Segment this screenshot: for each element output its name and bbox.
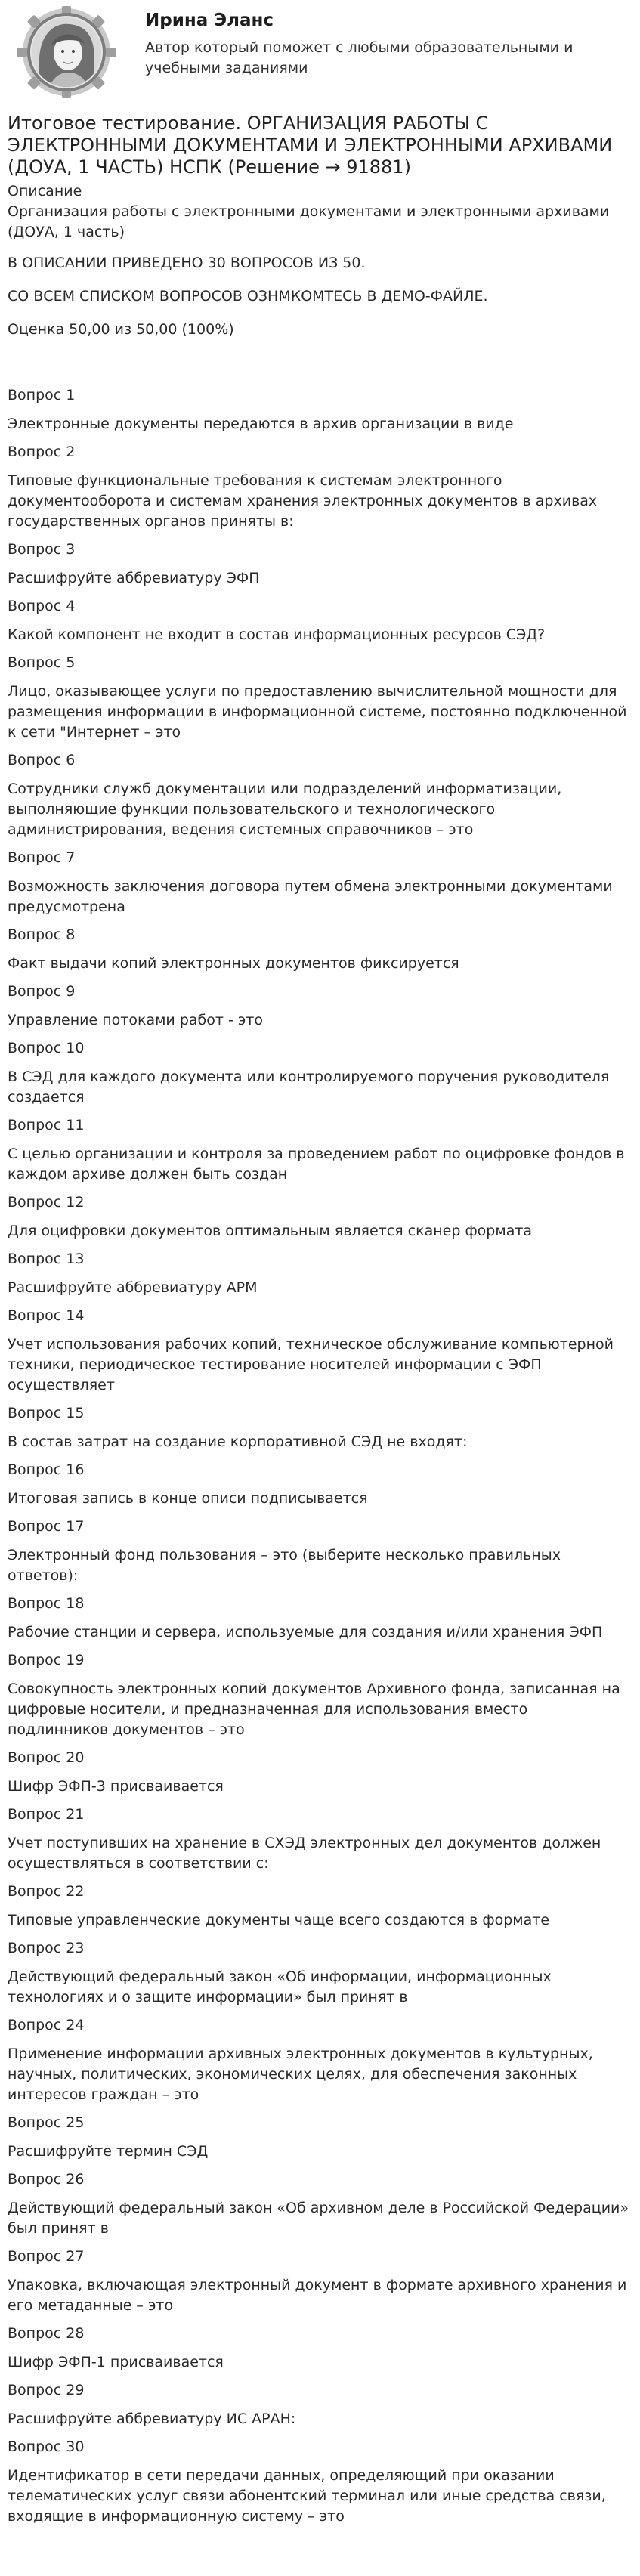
- question-text: Электронные документы передаются в архив организации в виде: [8, 416, 514, 432]
- question-label: Вопрос 22: [8, 1883, 85, 1900]
- question-item: [8, 1403, 632, 1452]
- author-name[interactable]: Ирина Эланс: [145, 11, 274, 30]
- question-item: [8, 442, 632, 532]
- question-label: Вопрос 29: [8, 2382, 85, 2398]
- question-text: В состав затрат на создание корпоративной СЭД не входят:: [8, 1433, 468, 1450]
- question-label: Вопрос 12: [8, 1194, 85, 1211]
- question-item: [8, 2113, 632, 2162]
- question-label: Вопрос 2: [8, 444, 76, 460]
- question-text: Управление потоками работ - это: [8, 1012, 263, 1028]
- question-text: Шифр ЭФП-1 присваивается: [8, 2354, 224, 2370]
- question-label: Вопрос 3: [8, 541, 76, 558]
- grade-text: Оценка 50,00 из 50,00 (100%): [8, 321, 234, 338]
- question-item: [8, 1650, 632, 1740]
- question-label: Вопрос 21: [8, 1806, 85, 1823]
- question-item: [8, 1594, 632, 1643]
- question-item: [8, 1306, 632, 1396]
- question-label: Вопрос 4: [8, 598, 76, 614]
- question-label: Вопрос 26: [8, 2171, 85, 2188]
- question-text: Идентификатор в сети передачи данных, определяющий при оказании телематических услуг связи абонентский терминал или иные средства связи, входящие в информационную систему – это: [8, 2467, 606, 2525]
- author-header: [8, 0, 632, 102]
- question-label: Вопрос 27: [8, 2248, 85, 2265]
- question-label: Вопрос 18: [8, 1595, 85, 1612]
- question-label: Вопрос 19: [8, 1652, 85, 1668]
- question-text: Действующий федеральный закон «Об архивном деле в Российской Федерации» был принят в: [8, 2200, 629, 2237]
- author-avatar[interactable]: [9, 6, 124, 98]
- question-item: [8, 1192, 632, 1242]
- question-label: Вопрос 15: [8, 1405, 85, 1421]
- description-heading: Описание: [8, 183, 82, 199]
- question-label: Вопрос 13: [8, 1251, 85, 1267]
- question-text: Факт выдачи копий электронных документов фиксируется: [8, 955, 459, 972]
- question-text: Расшифруйте термин СЭД: [8, 2143, 209, 2160]
- question-text: Расшифруйте аббревиатуру ИС АРАН:: [8, 2411, 296, 2427]
- question-item: [8, 2015, 632, 2105]
- question-item: [8, 1804, 632, 1874]
- question-text: Какой компонент не входит в состав информационных ресурсов СЭД?: [8, 626, 546, 643]
- question-label: Вопрос 23: [8, 1940, 85, 1956]
- question-item: [8, 1038, 632, 1108]
- question-text: Применение информации архивных электронных документов в культурных, научных, политических, экономических целях, для обеспечения законных интересов граждан – это: [8, 2046, 593, 2103]
- question-item: [8, 2437, 632, 2527]
- question-item: [8, 750, 632, 840]
- question-item: [8, 540, 632, 589]
- question-text: Рабочие станции и сервера, используемые для создания и/или хранения ЭФП: [8, 1624, 603, 1641]
- question-label: Вопрос 8: [8, 926, 76, 943]
- question-label: Вопрос 9: [8, 983, 76, 1000]
- question-label: Вопрос 10: [8, 1040, 85, 1056]
- question-item: [8, 2247, 632, 2316]
- question-item: [8, 596, 632, 645]
- question-label: Вопрос 25: [8, 2114, 85, 2131]
- question-text: Шифр ЭФП-3 присваивается: [8, 1778, 224, 1795]
- question-text: Электронный фонд пользования – это (выберите несколько правильных ответов):: [8, 1547, 561, 1584]
- question-item: [8, 848, 632, 917]
- question-label: Вопрос 7: [8, 849, 76, 866]
- question-item: [8, 982, 632, 1031]
- question-item: [8, 1517, 632, 1586]
- question-text: Учет поступивших на хранение в СХЭД электронных дел документов должен осуществляться в соответствии с:: [8, 1835, 601, 1872]
- question-text: Совокупность электронных копий документов Архивного фонда, записанная на цифровые носители, и предназначенная для использования вместо подлинников документов – это: [8, 1681, 620, 1738]
- question-label: Вопрос 11: [8, 1117, 85, 1133]
- author-meta: [124, 6, 598, 79]
- question-item: [8, 2169, 632, 2239]
- question-text: Упаковка, включающая электронный документ в формате архивного хранения и его метаданные – это: [8, 2277, 627, 2314]
- question-label: Вопрос 5: [8, 654, 76, 671]
- question-item: [8, 1249, 632, 1298]
- question-label: Вопрос 6: [8, 752, 76, 768]
- question-item: [8, 925, 632, 974]
- question-label: Вопрос 17: [8, 1518, 85, 1535]
- question-text: Учет использования рабочих копий, техническое обслуживание компьютерной техники, периодическое тестирование носителей информации с ЭФП осуществляет: [8, 1336, 614, 1393]
- question-text: Возможность заключения договора путем обмена электронными документами предусмотрена: [8, 878, 613, 915]
- question-text: Типовые функциональные требования к системам электронного документооборота и системам хранения электронных документов в архивах государственных органов приняты в:: [8, 472, 598, 530]
- question-text: Лицо, оказывающее услуги по предоставлению вычислительной мощности для размещения информации в информационной системе, постоянно подключенной к сети "Интернет – это: [8, 683, 627, 741]
- question-text: Типовые управленческие документы чаще всего создаются в формате: [8, 1912, 550, 1928]
- question-label: Вопрос 20: [8, 1749, 85, 1766]
- question-text: В СЭД для каждого документа или контролируемого поручения руководителя создается: [8, 1068, 610, 1106]
- question-item: [8, 385, 632, 434]
- note-questions-count: В ОПИСАНИИ ПРИВЕДЕНО 30 ВОПРОСОВ ИЗ 50.: [8, 255, 366, 271]
- question-item: [8, 1115, 632, 1185]
- question-text: Итоговая запись в конце описи подписывается: [8, 1490, 368, 1507]
- question-label: Вопрос 28: [8, 2325, 85, 2342]
- note-demo-file: СО ВСЕМ СПИСКОМ ВОПРОСОВ ОЗНМКОМТЕСЬ В ДЕМО-ФАЙЛЕ.: [8, 288, 488, 305]
- question-label: Вопрос 24: [8, 2017, 85, 2033]
- question-text: Сотрудники служб документации или подразделений информатизации, выполняющие функции пользовательского и технологического администрирования, ведения системных справочников – это: [8, 781, 562, 838]
- description-text: Организация работы с электронными документами и электронными архивами (ДОУА, 1 часть): [8, 203, 610, 240]
- question-label: Вопрос 14: [8, 1307, 85, 1324]
- question-item: [8, 2380, 632, 2429]
- question-text: Для оцифровки документов оптимальным является сканер формата: [8, 1223, 533, 1239]
- question-text: Расшифруйте аббревиатуру АРМ: [8, 1279, 258, 1296]
- question-item: [8, 653, 632, 743]
- document-title: Итоговое тестирование. ОРГАНИЗАЦИЯ РАБОТЫ С ЭЛЕКТРОННЫМИ ДОКУМЕНТАМИ И ЭЛЕКТРОННЫМИ АРХИВАМИ (ДОУА, 1 ЧАСТЬ) НСПК (Решение → 91881): [8, 113, 613, 178]
- questions-list: [8, 385, 632, 2527]
- question-item: [8, 1460, 632, 1509]
- question-item: [8, 1938, 632, 2008]
- question-text: С целью организации и контроля за проведением работ по оцифровке фондов в каждом архиве должен быть создан: [8, 1146, 625, 1183]
- question-text: Расшифруйте аббревиатуру ЭФП: [8, 570, 260, 586]
- question-text: Действующий федеральный закон «Об информации, информационных технологиях и о защите информации» был принят в: [8, 1968, 552, 2005]
- question-item: [8, 1882, 632, 1931]
- question-label: Вопрос 30: [8, 2438, 85, 2455]
- question-item: [8, 1748, 632, 1797]
- question-label: Вопрос 16: [8, 1461, 85, 1478]
- author-description: Автор который поможет с любыми образовательными и учебными заданиями: [145, 39, 574, 76]
- question-label: Вопрос 1: [8, 387, 76, 404]
- question-item: [8, 2324, 632, 2373]
